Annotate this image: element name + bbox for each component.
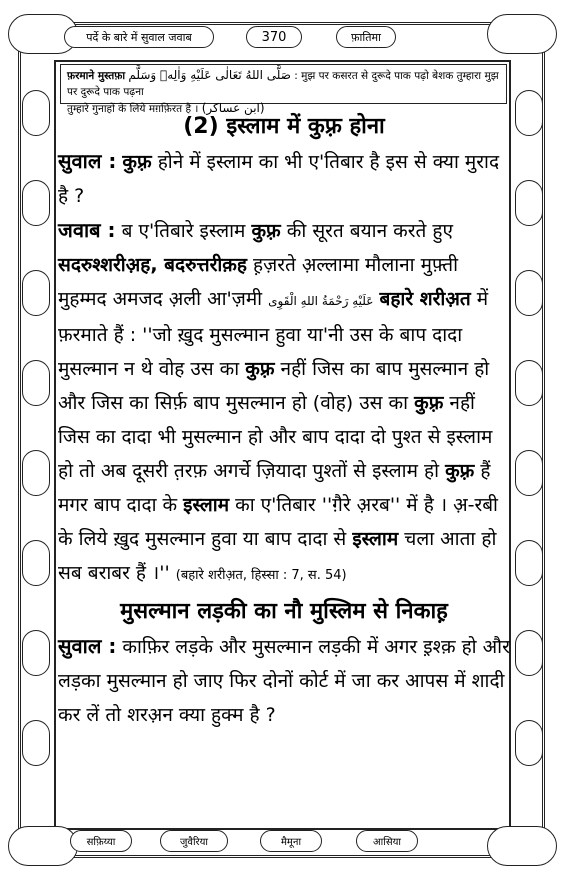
question-paragraph-1 xyxy=(58,144,510,213)
quotation-text: नहीं जिस का दादा भी मुसल्मान हो और बाप दादा दो पुश्त से इस्लाम हो तो अब दूसरी त़रफ़ अगर्चे ज़ियादा पुश्तों से इस्लाम हो xyxy=(58,392,493,482)
page-content xyxy=(58,110,510,732)
side-medallion xyxy=(22,360,50,406)
notice-line-1: : मुझ पर कसरत से दुरूदे पाक पढ़ो बेशक तुम्हारा मुझ पर दुरूदे पाक पढ़ना xyxy=(67,70,499,98)
notice-line-2: तुम्हारे गुनाहों के लिये मग़फ़िरत है । xyxy=(67,103,199,115)
side-medallion xyxy=(515,180,543,226)
side-medallion xyxy=(22,90,50,136)
answer-text: ब ए'तिबारे इस्लाम xyxy=(121,220,246,242)
bold-term: कुफ़्र xyxy=(245,358,275,380)
answer-text: में फ़रमाते हैं : xyxy=(58,288,489,346)
notice-source: (ابن عساکر) xyxy=(201,101,265,115)
footer-name-tab: सफ़िय्या xyxy=(70,830,132,852)
side-medallion xyxy=(515,630,543,676)
bold-term: कुफ़्र xyxy=(251,220,281,242)
section-heading-1: (2) इस्लाम में कुफ़्र होना xyxy=(183,114,385,139)
side-medallion xyxy=(515,720,543,766)
bold-term: कुफ़्र xyxy=(122,151,152,173)
quotation-text: नहीं जिस का बाप मुसल्मान हो और जिस का सिर्फ़ बाप मुसल्मान हो (वोह) उस का xyxy=(58,358,490,414)
corner-ornament-bottom-left xyxy=(8,826,78,866)
question-text: होने में इस्लाम का भी ए'तिबार है इस से क्या मुराद है ? xyxy=(58,151,500,207)
header-name-tab: फ़ातिमा xyxy=(336,26,396,48)
side-medallion xyxy=(22,720,50,766)
side-medallion xyxy=(515,90,543,136)
corner-ornament-top-right xyxy=(487,14,557,54)
question-label: सुवाल : xyxy=(58,149,117,173)
side-medallion xyxy=(22,540,50,586)
side-medallion xyxy=(22,180,50,226)
citation-reference: (बहारे शरीअ़त, हिस्सा : 7, स. 54) xyxy=(175,568,347,583)
quotation-text: का ए'तिबार ''ग़ैरे अ़रब'' में है । अ़-रबी के लिये ख़ुद मुसल्मान हुवा या बाप दादा से xyxy=(58,494,498,550)
notice-label: फ़रमाने मुस्तफ़ा xyxy=(67,70,126,82)
header-section-title: पर्दे के बारे में सुवाल जवाब xyxy=(64,26,214,48)
corner-ornament-bottom-right xyxy=(487,826,557,866)
notice-arabic: صَلَّى اللهُ تَعَالٰى عَلَيْهِ وَاٰلِهٖ وَسَلَّم xyxy=(128,68,291,82)
section-heading-2: मुसल्मान लड़की का नौ मुस्लिम से निकाह़ xyxy=(120,599,448,624)
bold-term: कुफ़्र xyxy=(445,460,475,482)
side-medallion xyxy=(22,270,50,316)
answer-text: ह़ज़रते अ़ल्लामा मौलाना मुफ़्ती मुहम्मद अमजद अ़ली आ'ज़मी xyxy=(58,254,458,310)
footer-name-tab: आसिया xyxy=(356,830,418,852)
question-paragraph-2 xyxy=(58,629,510,732)
side-medallion xyxy=(515,360,543,406)
footer-name-tab: मैमूना xyxy=(260,830,322,852)
footer-name-tab: जुवैरिया xyxy=(160,830,228,852)
hadith-notice-box xyxy=(60,64,507,115)
quotation-text: चला आता हो सब बराबर हैं ।'' xyxy=(58,528,497,584)
side-medallion xyxy=(515,270,543,316)
bold-term: कुफ़्र xyxy=(414,392,444,414)
question-text: काफ़िर लड़के और मुसल्मान लड़की में अगर इ़श्क़ हो और लड़का मुसल्मान हो जाए फिर दोनों कोर्ट में जा कर आपस में शादी कर लें तो शरअ़न क्या हुक्म है ? xyxy=(58,636,510,726)
bold-term: इस्लाम xyxy=(352,528,399,550)
book-title: बहारे शरीअ़त xyxy=(379,288,471,310)
quotation-text: हैं मगर बाप दादा के xyxy=(58,460,491,516)
page-number: 370 xyxy=(246,26,302,48)
answer-paragraph-1 xyxy=(58,213,510,593)
answer-text: की सूरत बयान करते हुए xyxy=(286,220,454,242)
side-medallion xyxy=(515,450,543,496)
quotation-text: ''जो ख़ुद मुसल्मान हुवा या'नी उस के बाप दादा मुसल्मान न थे वोह उस का xyxy=(58,324,463,380)
arabic-honorific: عَلَيْهِ رَحْمَةُ اللهِ الْقَوِى xyxy=(268,294,374,308)
side-medallion xyxy=(22,450,50,496)
side-medallion xyxy=(22,630,50,676)
bold-term: इस्लाम xyxy=(183,494,230,516)
side-medallion xyxy=(515,540,543,586)
answer-label: जवाब : xyxy=(58,218,116,242)
question-label: सुवाल : xyxy=(58,634,117,658)
bold-title: सदरुश्शरीअ़ह, बदरुत्तरीक़ह xyxy=(58,254,247,276)
